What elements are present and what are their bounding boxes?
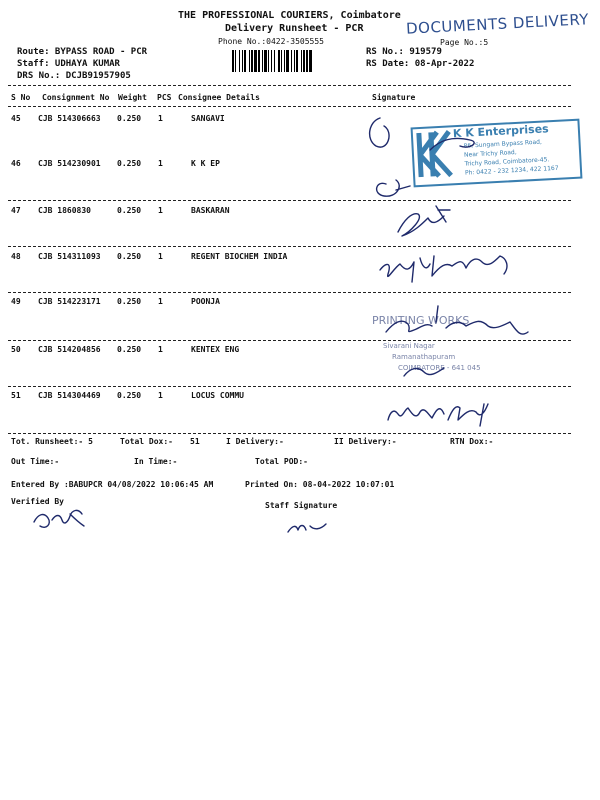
printing-stamp-line: COIMBATORE - 641 045: [398, 364, 481, 372]
out-time: Out Time:-: [11, 457, 60, 466]
verified-by: Verified By: [11, 497, 64, 506]
signature-row-47: [398, 206, 450, 236]
table-bottom-rule: [8, 433, 571, 434]
row-weight: 0.250: [117, 252, 142, 261]
row-pcs: 1: [158, 345, 163, 354]
col-header-weight: Weight: [118, 93, 147, 102]
row-weight: 0.250: [117, 345, 142, 354]
col-header-consignee: Consignee Details: [178, 93, 260, 102]
row-sno: 48: [11, 252, 21, 261]
row-consignee: LOCUS COMMU: [191, 391, 244, 400]
row-pcs: 1: [158, 114, 163, 123]
i-delivery: I Delivery:-: [226, 437, 284, 446]
kk-enterprises-stamp: [411, 119, 583, 188]
total-dox-label: Total Dox:-: [120, 437, 173, 446]
signature-staff: [288, 524, 326, 532]
row-weight: 0.250: [117, 114, 142, 123]
row-weight: 0.250: [117, 206, 142, 215]
runsheet-title: Delivery Runsheet - PCR: [225, 23, 364, 34]
row-consignment: CJB 514230901: [38, 159, 101, 168]
kk-line: Ph: 0422 - 232 1234, 422 1167: [464, 164, 559, 177]
staff: Staff: UDHAYA KUMAR: [17, 59, 120, 69]
header-bottom-rule: [8, 106, 571, 107]
row-sno: 47: [11, 206, 21, 215]
printing-works-stamp: PRINTING WORKS: [372, 314, 470, 327]
row-consignment: CJB 1860830: [38, 206, 91, 215]
row-pcs: 1: [158, 252, 163, 261]
page-number: Page No.:5: [440, 38, 489, 47]
printing-stamp-line: Sivarani Nagar: [383, 342, 435, 350]
in-time: In Time:-: [134, 457, 178, 466]
row-consignee: REGENT BIOCHEM INDIA: [191, 252, 288, 261]
row-divider: [8, 386, 571, 387]
row-divider: [8, 200, 571, 201]
kk-line: Near Trichy Road,: [463, 148, 517, 159]
ii-delivery: II Delivery:-: [334, 437, 397, 446]
row-consignment: CJB 514304469: [38, 391, 101, 400]
printing-stamp-line: Ramanathapuram: [392, 353, 456, 361]
row-consignee: BASKARAN: [191, 206, 230, 215]
kk-line: 86, Sungam Bypass Road,: [463, 138, 543, 150]
row-pcs: 1: [158, 297, 163, 306]
row-weight: 0.250: [117, 159, 142, 168]
row-consignment: CJB 514204856: [38, 345, 101, 354]
printed-on: Printed On: 08-04-2022 10:07:01: [245, 480, 395, 489]
total-runsheet: Tot. Runsheet:- 5: [11, 437, 93, 446]
staff-signature-label: Staff Signature: [265, 501, 338, 510]
kk-logo-icon: [415, 127, 458, 181]
row-sno: 46: [11, 159, 21, 168]
row-consignment: CJB 514306663: [38, 114, 101, 123]
signature-verified-by: [34, 510, 84, 527]
row-sno: 49: [11, 297, 21, 306]
col-header-pcs: PCS: [157, 93, 172, 102]
rs-number: RS No.: 919579: [366, 47, 442, 57]
row-consignee: POONJA: [191, 297, 220, 306]
row-consignment: CJB 514311093: [38, 252, 101, 261]
row-sno: 51: [11, 391, 21, 400]
rs-date: RS Date: 08-Apr-2022: [366, 59, 475, 69]
rtn-dox: RTN Dox:-: [450, 437, 494, 446]
signature-row-51: [388, 404, 488, 426]
col-header-signature: Signature: [372, 93, 416, 102]
row-sno: 45: [11, 114, 21, 123]
phone-number: Phone No.:0422-3505555: [218, 37, 324, 46]
barcode-bar: [312, 50, 313, 72]
total-dox-value: 51: [190, 437, 200, 446]
documents-delivery-stamp: DOCUMENTS DELIVERY: [405, 10, 590, 38]
company-name: THE PROFESSIONAL COURIERS, Coimbatore: [178, 10, 401, 21]
row-divider: [8, 340, 571, 341]
row-divider: [8, 292, 571, 293]
entered-by: Entered By :BABUPCR 04/08/2022 10:06:45 AM: [11, 480, 214, 489]
route: Route: BYPASS ROAD - PCR: [17, 47, 148, 57]
header-top-rule: [8, 85, 571, 86]
row-pcs: 1: [158, 159, 163, 168]
total-pod: Total POD:-: [255, 457, 308, 466]
row-consignment: CJB 514223171: [38, 297, 101, 306]
barcode: [232, 50, 362, 72]
row-consignee: SANGAVI: [191, 114, 225, 123]
col-header-sno: S No: [11, 93, 31, 102]
kk-line: Trichy Road, Coimbatore-45.: [464, 156, 550, 168]
row-pcs: 1: [158, 206, 163, 215]
row-consignee: K K EP: [191, 159, 220, 168]
signature-row-48: [380, 256, 507, 282]
kk-name: K K Enterprises: [452, 122, 549, 141]
row-sno: 50: [11, 345, 21, 354]
row-divider: [8, 246, 571, 247]
row-weight: 0.250: [117, 297, 142, 306]
col-header-consignment: Consignment No: [42, 93, 110, 102]
row-pcs: 1: [158, 391, 163, 400]
row-consignee: KENTEX ENG: [191, 345, 240, 354]
drs-number: DRS No.: DCJB91957905: [17, 71, 131, 81]
row-weight: 0.250: [117, 391, 142, 400]
